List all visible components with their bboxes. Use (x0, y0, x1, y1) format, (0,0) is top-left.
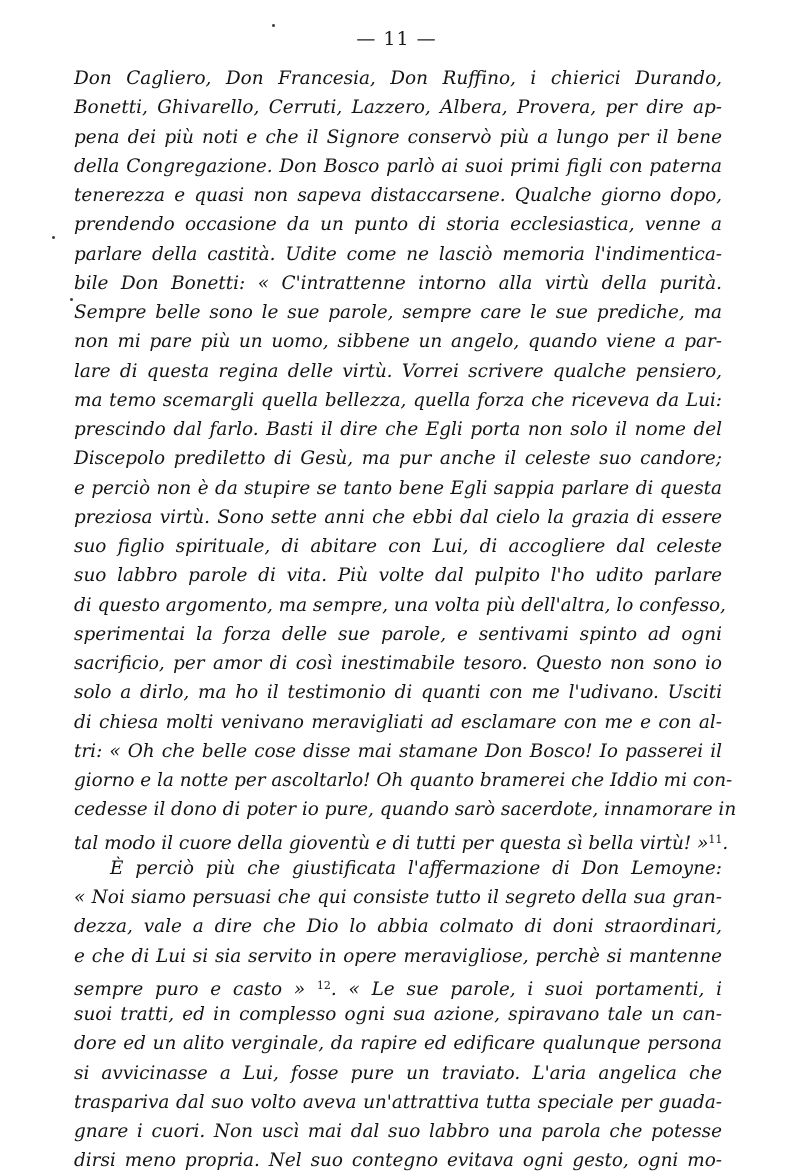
text-line-content: « Le sue parole, i suoi portamenti, i (348, 978, 722, 1000)
text-line: sperimentai la forza delle sue parole, e sentivami spinto ad ogni (74, 623, 722, 645)
text-line: Sempre belle sono le sue parole, sempre care le sue prediche, ma (74, 302, 722, 323)
text-line-content: tal modo il cuore della gioventù e di tutti per questa sì bella virtù! » (74, 832, 709, 854)
text-line: È perciò più che giustificata l'affermazione di Don Lemoyne: (110, 857, 722, 879)
text-line: di chiesa molti venivano meravigliati ad esclamare con me e con al- (74, 711, 722, 733)
text-line: Bonetti, Ghivarello, Cerruti, Lazzero, Albera, Provera, per dire ap- (74, 97, 722, 119)
text-line-content: sempre puro e casto » (74, 978, 306, 1000)
text-line: « Noi siamo persuasi che qui consiste tutto il segreto della sua gran- (74, 887, 722, 908)
text-line: gnare i cuori. Non uscì mai dal suo labbro una parola che potesse (74, 1121, 722, 1142)
text-line: suo labbro parole di vita. Più volte dal pulpito l'ho udito parlare (74, 565, 722, 587)
text-line: parlare della castità. Udite come ne lasciò memoria l'indimentica- (74, 243, 722, 265)
text-line: prescindo dal farlo. Basti il dire che Egli porta non solo il nome del (74, 419, 722, 440)
text-line: Discepolo prediletto di Gesù, ma pur anche il celeste suo candore; (74, 448, 722, 470)
scan-speck (52, 236, 55, 239)
text-line: prendendo occasione da un punto di storia ecclesiastica, venne a (74, 214, 722, 236)
footnote-ref: 12 (316, 978, 331, 992)
text-line: tenerezza e quasi non sapeva distaccarsene. Qualche giorno dopo, (74, 185, 722, 206)
text-line: si avvicinasse a Lui, fosse pure un traviato. L'aria angelica che (74, 1062, 722, 1084)
footnote-ref: 11 (708, 832, 723, 846)
scan-speck (70, 298, 73, 301)
text-line: pena dei più noti e che il Signore conservò più a lungo per il bene (74, 126, 722, 148)
text-line: della Congregazione. Don Bosco parlò ai suoi primi figli con paterna (74, 155, 722, 177)
text-line: solo a dirlo, ma ho il testimonio di quanti con me l'udivano. Usciti (74, 682, 722, 704)
text-line: e che di Lui si sia servito in opere meravigliose, perchè si mantenne (74, 945, 722, 967)
text-line: traspariva dal suo volto aveva un'attrattiva tutta speciale per guada- (74, 1091, 722, 1113)
text-line: tal modo il cuore della gioventù e di tutti per questa sì bella virtù! »$^{11}$. (74, 832, 729, 854)
text-line: non mi pare più un uomo, sibbene un angelo, quando viene a par- (74, 331, 722, 353)
text-line: cedesse il dono di poter io pure, quando sarò sacerdote, innamorare in (74, 799, 737, 821)
text-line: tri: « Oh che belle cose disse mai stamane Don Bosco! Io passerei il (74, 740, 722, 762)
text-line: sempre puro e casto » $^{12}$. « Le sue parole, i suoi portamenti, i (74, 978, 722, 1000)
body-text (74, 64, 737, 1176)
text-line: Don Cagliero, Don Francesia, Don Ruffino, i chierici Durando, (74, 68, 722, 89)
text-line: dezza, vale a dire che Dio lo abbia colmato di doni straordinari, (74, 916, 722, 938)
scan-speck (272, 24, 275, 27)
text-line: dirsi meno propria. Nel suo contegno evitava ogni gesto, ogni mo- (74, 1150, 722, 1172)
text-line: giorno e la notte per ascoltarlo! Oh quanto bramerei che Iddio mi con- (74, 770, 733, 791)
text-line: e perciò non è da stupire se tanto bene Egli sappia parlare di questa (74, 477, 722, 499)
text-line: sacrificio, per amor di così inestimabile tesoro. Questo non sono io (74, 653, 722, 674)
text-line: di questo argomento, ma sempre, una volta più dell'altra, lo confesso, (74, 594, 726, 616)
text-line: dore ed un alito verginale, da rapire ed edificare qualunque persona (74, 1033, 722, 1055)
text-line: preziosa virtù. Sono sette anni che ebbi dal cielo la grazia di essere (74, 506, 722, 528)
text-line: bile Don Bonetti: « C'intrattenne intorno alla virtù della purità. (74, 272, 722, 294)
text-line: suoi tratti, ed in complesso ogni sua azione, spiravano tale un can- (74, 1004, 722, 1025)
text-line: lare di questa regina delle virtù. Vorrei scrivere qualche pensiero, (74, 360, 722, 382)
page-number: — 11 — (356, 28, 437, 50)
text-line: suo figlio spirituale, di abitare con Lui, di accogliere dal celeste (74, 536, 722, 557)
text-line: ma temo scemargli quella bellezza, quella forza che riceveva da Lui: (74, 389, 722, 411)
